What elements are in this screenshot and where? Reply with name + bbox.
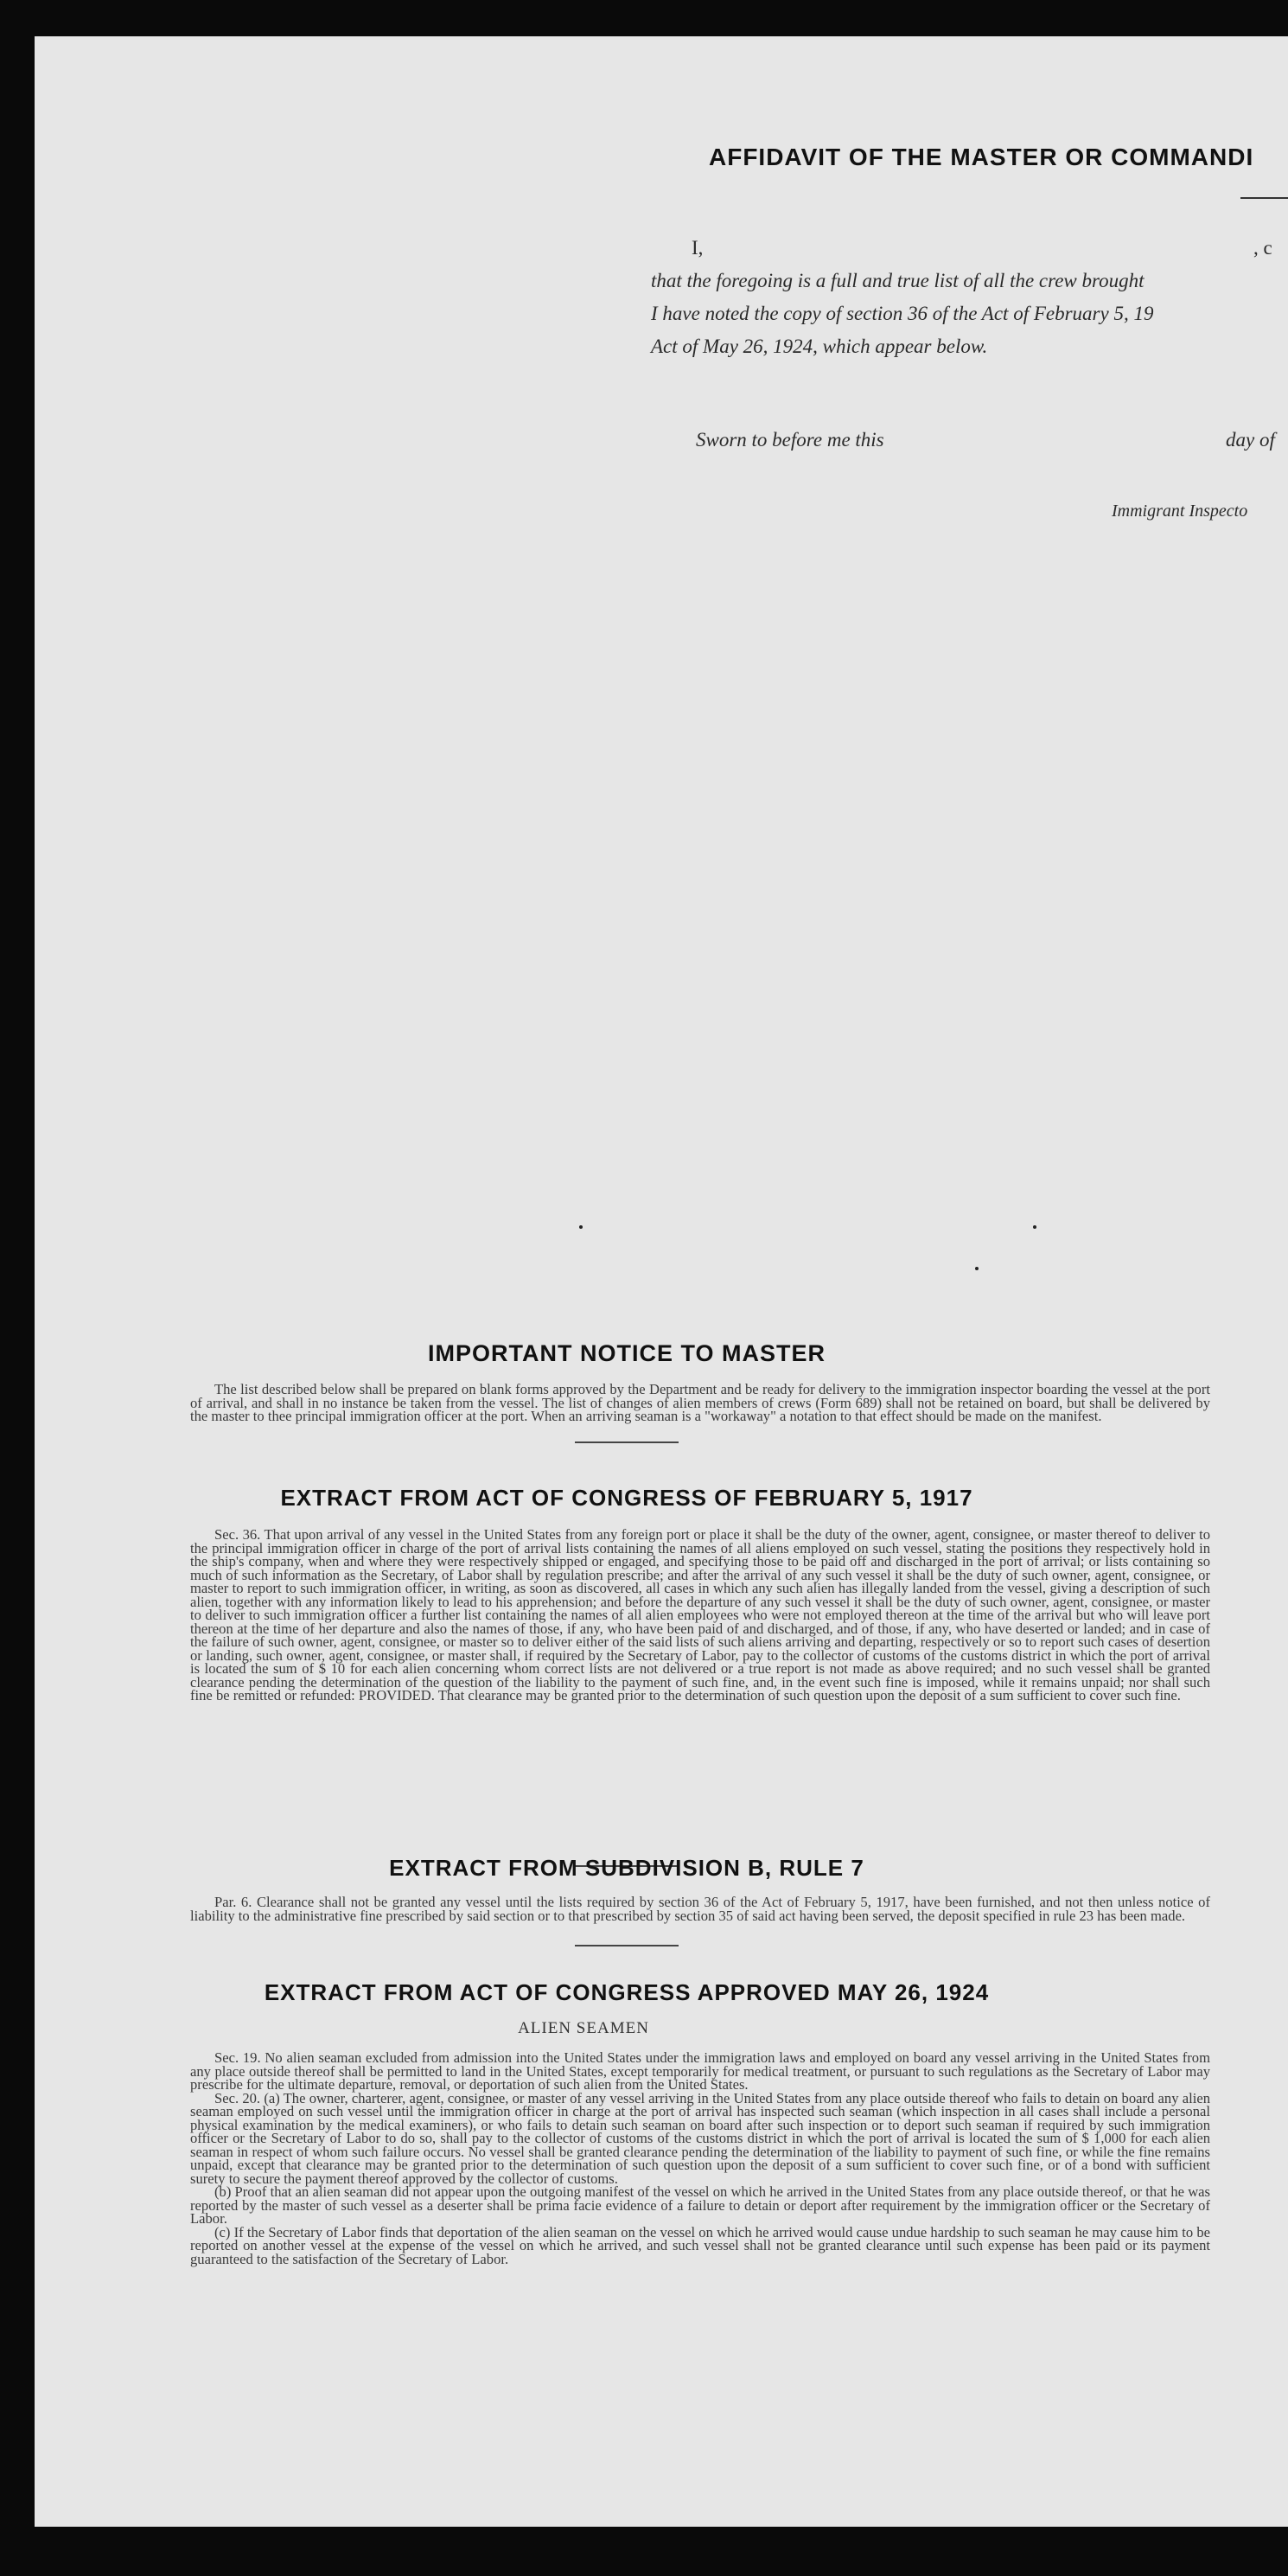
ink-speck bbox=[1033, 1225, 1036, 1229]
document-page bbox=[35, 36, 1288, 2527]
affidavit-i: I, bbox=[692, 237, 704, 259]
sec-20c-paragraph: (c) If the Secretary of Labor finds that deportation of the alien seaman on the vessel on which he arrived would cause undue hardship to such seaman he may cause him to be reported on another vessel at the expense of the vessel on which he arrived, and such vessel shall not be granted clearance until such expense has been paid or its payment guaranteed to the satisfaction of the Secretary of Labor. bbox=[190, 2223, 1210, 2267]
notice-paragraph: The list described below shall be prepared on blank forms approved by the Department and be ready for delivery to the immigration inspector boarding the vessel at the port of arrival, and shall in no instance be taken from the vessel. The list of changes of alien members of crews (Form 689) shall not be retained on board, but shall be delivered by the master to thee principal immigration officer at the port. When an arriving seaman is a "workaway" a notation to that effect should be made on the manifest. bbox=[190, 1381, 1210, 1424]
sec-20a-paragraph: Sec. 20. (a) The owner, charterer, agent, consignee, or master of any vessel arriving in the United States from any place outside thereof who fails to detain on board any alien seaman employed on such vessel until the immigration officer in charge at the port of arrival has inspected such seaman (which inspection in all cases shall include a personal physical examination by the medical examiners), or who fails to detain such seaman on board after such inspection or to deport such seaman if required by such immigration officer or the Secretary of Labor to do so, shall pay to the collector of customs of the customs district in which the port of arrival is located the sum of $ 1,000 for each alien seaman in respect of whom such failure occurs. No vessel shall be granted clearance pending the determination of the liability to payment of such fine, or while the fine remains unpaid, except that clearance may be granted prior to the determination of such question upon the deposit of a sum sufficient to cover such fine, or of a bond with sufficient surety to secure the payment thereof approved by the collector of customs. bbox=[190, 2089, 1210, 2187]
affidavit-line-1: that the foregoing is a full and true list of all the crew brought bbox=[651, 270, 1145, 291]
separator-rule bbox=[575, 1945, 679, 1946]
sec-19-paragraph: Sec. 19. No alien seaman excluded from admission into the United States under the immigration laws and employed on board any vessel arriving in the United States from any place outside thereof shall be permitted to land in the United States, except temporarily for medical treatment, or pursuant to such regulations as the Secretary of Labor may prescribe for the ultimate departure, removal, or deportation of such alien from the United States. bbox=[190, 2049, 1210, 2093]
ink-speck bbox=[975, 1267, 979, 1270]
extract-1917-text bbox=[190, 1528, 1210, 1861]
affidavit-title: AFFIDAVIT OF THE MASTER OR COMMANDI bbox=[709, 144, 1254, 170]
extract-1917-heading: EXTRACT FROM ACT OF CONGRESS OF FEBRUARY 5, 1917 bbox=[280, 1485, 973, 1511]
sec-20b-paragraph: (b) Proof that an alien seaman did not appear upon the outgoing manifest of the vessel on which he arrived in the United States from any place outside thereof, or that he was reported by the master of such vessel as a deserter shall be prima facie evidence of a failure to detain or deport after requirement by the immigration officer or the Secretary of Labor. bbox=[190, 2183, 1210, 2227]
rule-7-text bbox=[190, 1895, 1210, 1939]
extract-1924-heading: EXTRACT FROM ACT OF CONGRESS APPROVED MAY 26, 1924 bbox=[264, 1979, 990, 2005]
sworn-line: Sworn to before me this bbox=[696, 429, 884, 451]
day-of: day of bbox=[1226, 429, 1275, 451]
ink-speck bbox=[579, 1225, 583, 1229]
title-rule bbox=[1240, 197, 1288, 199]
affidavit-i-end: , c bbox=[1253, 237, 1272, 259]
rule-7-heading: EXTRACT FROM SUBDIVISION B, RULE 7 bbox=[389, 1855, 864, 1881]
affidavit-line-3: Act of May 26, 1924, which appear below. bbox=[651, 336, 988, 357]
notice-text bbox=[190, 1383, 1210, 1426]
extract-1924-text bbox=[190, 2051, 1210, 2375]
extract-1917-paragraph: Sec. 36. That upon arrival of any vessel in the United States from any foreign port or place it shall be the duty of the owner, agent, consignee, or master thereof to deliver to the principal immigration officer in charge of the port of arrival lists containing the names of all aliens employed on such vessel, stating the positions they respectively hold in the ship's company, when and where they were respectively shipped or engaged, and specifying those to be paid off and discharged in the port of arrival; or lists containing so much of such information as the Secretary, of Labor shall by regulation prescribe; and after the arrival of any such vessel it shall be the duty of such owner, agent, consignee, or master to report to such immigration officer, in writing, as soon as discovered, all cases in which any such alien has illegally landed from the vessel, giving a description of such alien, together with any information likely to lead to his apprehension; and before the departure of any such vessel it shall be the duty of such owner, agent, consignee, or master to deliver to such immigration officer a further list containing the names of all alien employees who were not employed thereon at the time of the arrival but who will leave port thereon at the time of her departure and also the names of those, if any, who have been paid of and discharged, and of those, if any, who have deserted or landed; and in case of the failure of such owner, agent, consignee, or master so to deliver either of the said lists of such aliens arriving and departing, respectively or so to report such cases of desertion or landing, such owner, agent, consignee, or master shall, if required by the Secretary of Labor, pay to the collector of customs of the customs district in which the port of arrival is located the sum of $ 10 for each alien concerning whom correct lists are not delivered or a true report is not made as above required; and no such vessel shall be granted clearance pending the determination of the question of the liability to the payment of such fine, and, in the event such fine is imposed, while it remains unpaid; nor shall such fine be remitted or refunded: PROVIDED. That clearance may be granted prior to the determination of such question upon the deposit of a sum sufficient to cover such fine. bbox=[190, 1526, 1210, 1703]
alien-seamen-subheading: ALIEN SEAMEN bbox=[518, 2019, 649, 2037]
rule-7-paragraph: Par. 6. Clearance shall not be granted any vessel until the lists required by section 36 of the Act of February 5, 1917, have been furnished, and not then unless notice of liability to the administrative fine prescribed by said section or to that prescribed by section 35 of said act having been served, the deposit specified in rule 23 has been made. bbox=[190, 1894, 1210, 1924]
inspector-label: Immigrant Inspecto bbox=[1112, 502, 1248, 521]
affidavit-line-2: I have noted the copy of section 36 of the Act of February 5, 19 bbox=[651, 303, 1154, 324]
separator-rule bbox=[575, 1441, 679, 1443]
notice-heading: IMPORTANT NOTICE TO MASTER bbox=[428, 1340, 826, 1366]
